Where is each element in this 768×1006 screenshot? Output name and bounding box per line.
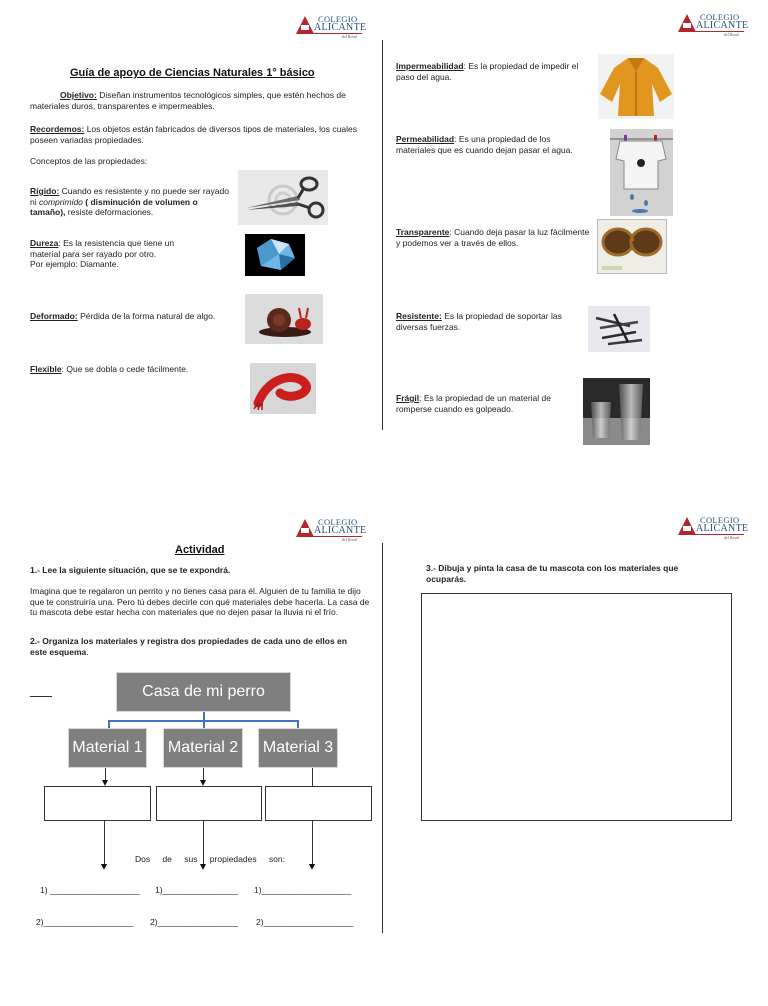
arrow-line: [203, 768, 204, 780]
permeabilidad-definition: Permeabilidad: Es una propiedad de los materiales que es cuando dejan pasar el agua.: [396, 134, 573, 155]
answer-line[interactable]: 1)___________________: [254, 885, 352, 895]
question-3: 3.- Dibuja y pinta la casa de tu mascota con los materiales que ocuparás.: [426, 563, 679, 584]
answer-line[interactable]: 2)___________________: [256, 917, 354, 927]
rigido-definition: Rígido: Cuando es resistente y no puede ser rayado ni comprimido ( disminución de volumen o tamaño), resiste deformaciones.: [30, 186, 229, 217]
answer-box-1[interactable]: [44, 786, 151, 821]
page-divider-top: [382, 40, 383, 430]
question-2: 2.- Organiza los materiales y registra dos propiedades de cada uno de ellos en este esquema.: [30, 636, 347, 657]
clay-snail-image: [245, 294, 323, 344]
sunglasses-image: [597, 219, 667, 274]
connector: [297, 720, 299, 728]
diamond-image: [245, 234, 305, 276]
casa-de-mi-perro-box: Casa de mi perro: [116, 672, 291, 712]
connector: [108, 720, 110, 728]
dureza-definition: Dureza: Es la resistencia que tiene un material para ser rayado por otro. Por ejemplo: Diamante.: [30, 238, 175, 269]
nails-image: [588, 306, 650, 352]
raincoat-image: [598, 54, 674, 119]
glasses-image: [583, 378, 650, 445]
answer-box-3[interactable]: [265, 786, 372, 821]
material-3-box: Material 3: [258, 728, 338, 768]
resistente-definition: Resistente: Es la propiedad de soportar las diversas fuerzas.: [396, 311, 562, 332]
answer-line[interactable]: 1)________________: [155, 885, 239, 895]
objetivo-paragraph: Objetivo: Diseñan instrumentos tecnológicos simples, que estén hechos de materiales duros, transparentes e impermeables.: [30, 90, 346, 111]
arrow-line: [104, 820, 105, 864]
arrow-line: [105, 768, 106, 780]
actividad-title: Actividad: [175, 544, 225, 556]
question-1: 1.- Lee la siguiente situación, que se te expondrá.: [30, 565, 231, 575]
answer-line[interactable]: 2)_________________: [150, 917, 238, 927]
arrow-head: [101, 864, 107, 870]
school-logo: COLEGIO ALICANTE del Rosal: [296, 517, 366, 543]
connector: [203, 712, 205, 720]
school-logo: COLEGIO ALICANTE del Rosal: [296, 14, 366, 40]
page-divider-bottom: [382, 543, 383, 933]
dos-propiedades-label: Dos de sus propiedades son:: [135, 854, 285, 864]
flexible-definition: Flexible: Que se dobla o cede fácilmente.: [30, 364, 189, 374]
drawing-area[interactable]: [421, 593, 732, 821]
recordemos-paragraph: Recordemos: Los objetos están fabricados de diversos tipos de materiales, los cuales poseen variadas propiedades.: [30, 124, 357, 145]
answer-box-2[interactable]: [156, 786, 262, 821]
blank-line: [30, 696, 52, 697]
red-scarf-image: [250, 363, 316, 414]
school-logo: COLEGIO ALICANTE del Rosal: [678, 12, 748, 38]
deformado-definition: Deformado: Pérdida de la forma natural de algo.: [30, 311, 216, 321]
arrow-line: [312, 768, 313, 786]
arrow-head: [200, 864, 206, 870]
transparente-definition: Transparente: Cuando deja pasar la luz fácilmente y podemos ver a través de ellos.: [396, 227, 590, 248]
arrow-line: [312, 820, 313, 864]
material-1-box: Material 1: [68, 728, 147, 768]
page-title: Guía de apoyo de Ciencias Naturales 1° básico: [70, 67, 315, 79]
wet-shirt-image: [610, 129, 673, 216]
fragil-definition: Frágil: Es la propiedad de un material de romperse cuando es golpeado.: [396, 393, 551, 414]
impermeabilidad-definition: Impermeabilidad: Es la propiedad de impedir el paso del agua.: [396, 61, 579, 82]
situation-paragraph: Imagina que te regalaron un perrito y no tienes casa para él. Alguien de tu familia te dijo que te construiría una. Pero tú debes decirle con qué materiales debe hacerla. La casa de tu mascota debe estar hecha con materiales que no dejen pasar la lluvia ni el frío.: [30, 586, 370, 617]
material-2-box: Material 2: [163, 728, 243, 768]
answer-line[interactable]: 1) ___________________: [40, 885, 140, 895]
conceptos-heading: Conceptos de las propiedades:: [30, 156, 148, 166]
scissors-image: [238, 170, 328, 225]
arrow-head: [309, 864, 315, 870]
answer-line[interactable]: 2)___________________: [36, 917, 134, 927]
school-logo: COLEGIO ALICANTE del Rosal: [678, 515, 748, 541]
connector: [203, 720, 205, 728]
